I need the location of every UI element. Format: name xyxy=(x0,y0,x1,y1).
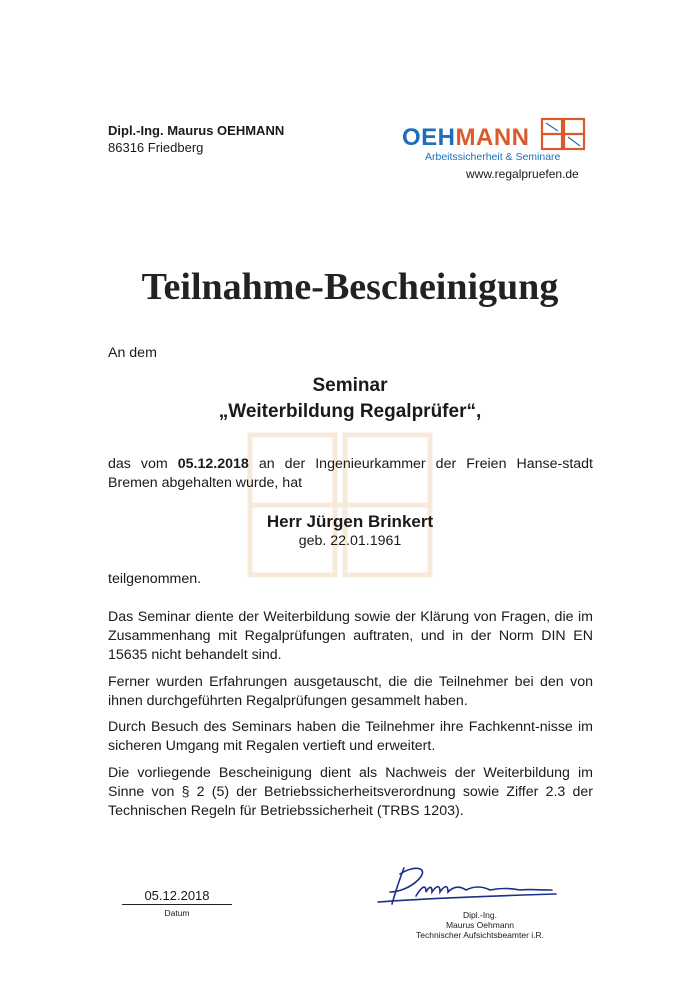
logo-word-part2: MANN xyxy=(455,124,530,151)
company-website: www.regalpruefen.de xyxy=(466,167,579,181)
venue-suffix: an der Ingenieurkammer der Freien Hanse-stadt Bremen abgehalten wurde, hat xyxy=(108,456,593,491)
signature-date: 05.12.2018 xyxy=(122,888,232,905)
venue-statement xyxy=(108,455,593,493)
shelving-watermark-icon xyxy=(240,425,440,585)
intro-text: An dem xyxy=(108,345,157,361)
handwritten-signature xyxy=(370,862,560,912)
signature-date-label: Datum xyxy=(164,908,190,918)
signer-name: Maurus Oehmann xyxy=(445,920,515,930)
company-logo-wordmark xyxy=(402,126,530,150)
signer-degree: Dipl.-Ing. xyxy=(462,910,497,920)
shelving-rack-icon xyxy=(540,117,588,151)
sender-name: Dipl.-Ing. Maurus OEHMANN xyxy=(108,123,285,138)
logo-word-part1: OEH xyxy=(402,124,456,151)
seminar-name: „Weiterbildung Regalprüfer“, xyxy=(218,401,482,422)
participation-text: teilgenommen. xyxy=(108,571,202,587)
participant-name: Herr Jürgen Brinkert xyxy=(266,512,434,531)
signer-details xyxy=(380,910,580,940)
venue-prefix: das vom xyxy=(108,456,178,472)
paragraph-exchange: Ferner wurden Erfahrungen ausgetauscht, die die Teilnehmer bei den von ihnen durchgeführten Regalprüfungen gesammelt haben. xyxy=(108,674,593,709)
document-title: Teilnahme-Bescheinigung xyxy=(141,266,559,308)
sender-city: 86316 Friedberg xyxy=(108,140,204,155)
seminar-label: Seminar xyxy=(312,375,388,396)
signer-role: Technischer Aufsichtsbeamter i.R. xyxy=(415,930,545,940)
paragraph-knowledge: Durch Besuch des Seminars haben die Teilnehmer ihre Fachkennt-nisse im sicheren Umgang mit Regalen vertieft und erweitert. xyxy=(108,719,593,754)
logo-subtitle: Arbeitssicherheit & Seminare xyxy=(425,151,561,163)
participant-birthdate: geb. 22.01.1961 xyxy=(298,533,402,549)
paragraph-legal-basis: Die vorliegende Bescheinigung dient als Nachweis der Weiterbildung im Sinne von § 2 (5) der Betriebssicherheitsverordnung sowie Ziffer 2.3 der Technischen Regeln für Betriebssicherheit (TRBS 1203). xyxy=(108,765,593,819)
paragraph-purpose: Das Seminar diente der Weiterbildung sowie der Klärung von Fragen, die im Zusammenhang mit Regalprüfungen auftraten, und in der Norm DIN EN 15635 nicht behandelt sind. xyxy=(108,609,593,663)
seminar-date: 05.12.2018 xyxy=(177,456,249,472)
